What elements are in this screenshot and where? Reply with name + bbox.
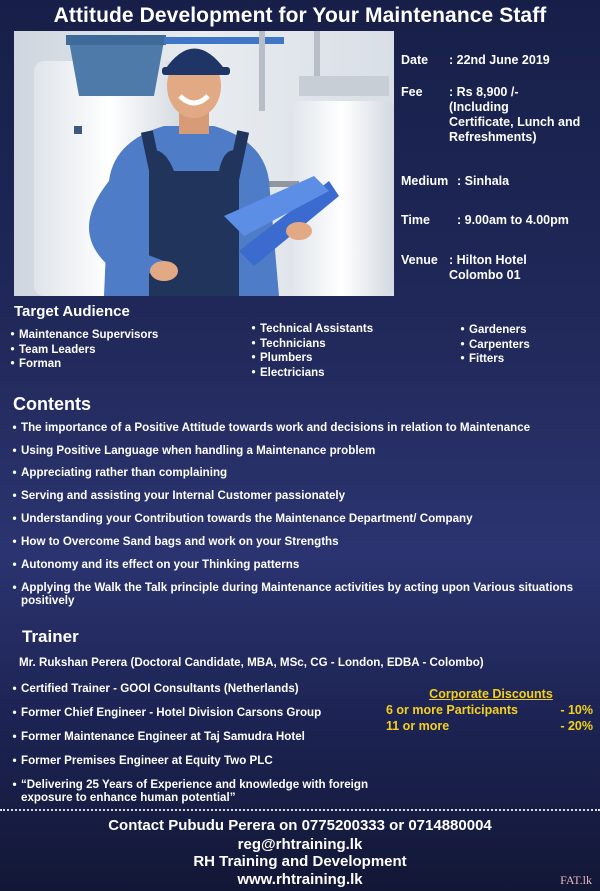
discounts-heading: Corporate Discounts	[429, 687, 553, 701]
list-item: • Forman	[10, 358, 62, 370]
list-item: • Plumbers	[251, 352, 313, 364]
fee-value: : Rs 8,900 /- (Including Certificate, Lunch and Refreshments)	[449, 85, 581, 144]
medium-label: Medium	[401, 174, 449, 188]
worker-illustration	[14, 31, 394, 296]
list-item: • Maintenance Supervisors	[10, 329, 159, 341]
date-value: : 22nd June 2019	[449, 53, 550, 67]
contents-heading: Contents	[13, 394, 91, 414]
list-item: • Certified Trainer - GOOI Consultants (Netherlands)	[12, 682, 299, 695]
list-item: • Applying the Walk the Talk principle during Maintenance activities by acting upon Various situations positively	[12, 581, 574, 607]
contact-email[interactable]: reg@rhtraining.lk	[237, 836, 363, 853]
date-label: Date	[401, 53, 429, 67]
medium-value: : Sinhala	[457, 174, 510, 188]
list-item: • Former Chief Engineer - Hotel Division Carsons Group	[12, 706, 322, 719]
medium-row	[401, 174, 596, 194]
time-value: : 9.00am to 4.00pm	[457, 213, 569, 227]
time-row	[401, 213, 596, 233]
fee-row	[401, 85, 600, 150]
venue-label: Venue	[401, 253, 438, 267]
company-name: RH Training and Development	[193, 853, 407, 870]
list-item: • Carpenters	[460, 338, 530, 351]
list-item: • Former Premises Engineer at Equity Two PLC	[12, 754, 273, 767]
discount-row-2: 11 or more - 20%	[386, 719, 593, 733]
trainer-heading: Trainer	[22, 627, 79, 646]
list-item: • Former Maintenance Engineer at Taj Samudra Hotel	[12, 730, 305, 743]
contact-line: Contact Pubudu Perera on 0775200333 or 0714880004	[108, 817, 492, 834]
time-label: Time	[401, 213, 430, 227]
list-item: • Gardeners	[460, 324, 527, 336]
list-item: • Technical Assistants	[251, 323, 374, 335]
target-audience-heading: Target Audience	[14, 303, 130, 320]
list-item: • Team Leaders	[10, 343, 96, 356]
venue-row	[401, 253, 596, 287]
list-item: • How to Overcome Sand bags and work on your Strengths	[12, 535, 339, 548]
list-item: • Fitters	[460, 353, 505, 365]
venue-value: : Hilton Hotel Colombo 01	[449, 253, 527, 282]
list-item: • The importance of a Positive Attitude towards work and decisions in relation to Maintenance	[12, 421, 531, 434]
fee-label: Fee	[401, 85, 423, 99]
list-item: • Understanding your Contribution towards the Maintenance Department/ Company	[12, 512, 473, 525]
list-item: • Electricians	[251, 366, 325, 379]
hero-photo	[14, 31, 394, 296]
audience-column-3	[456, 323, 530, 367]
website-link[interactable]: www.rhtraining.lk	[237, 871, 363, 888]
list-item: • Appreciating rather than complaining	[12, 466, 228, 479]
trainer-name: Mr. Rukshan Perera (Doctoral Candidate, MBA, MSc, CG - London, EDBA - Colombo)	[19, 656, 484, 669]
list-item: • Serving and assisting your Internal Customer passionately	[12, 489, 346, 502]
list-item: • Autonomy and its effect on your Thinking patterns	[12, 558, 300, 571]
list-item: • Technicians	[251, 337, 326, 350]
corporate-discounts	[386, 686, 596, 734]
page-title: Attitude Development for Your Maintenance Staff	[53, 4, 547, 27]
audience-column-2	[247, 322, 373, 380]
watermark: FAT.lk	[560, 873, 592, 887]
list-item: • “Delivering 25 Years of Experience and knowledge with foreign exposure to enhance human potential”	[12, 778, 369, 804]
list-item: • Using Positive Language when handling a Maintenance problem	[12, 444, 376, 457]
divider	[0, 809, 600, 811]
audience-column-1	[6, 328, 158, 372]
discount-row-1: 6 or more Participants - 10%	[386, 703, 593, 717]
date-row	[401, 53, 596, 73]
